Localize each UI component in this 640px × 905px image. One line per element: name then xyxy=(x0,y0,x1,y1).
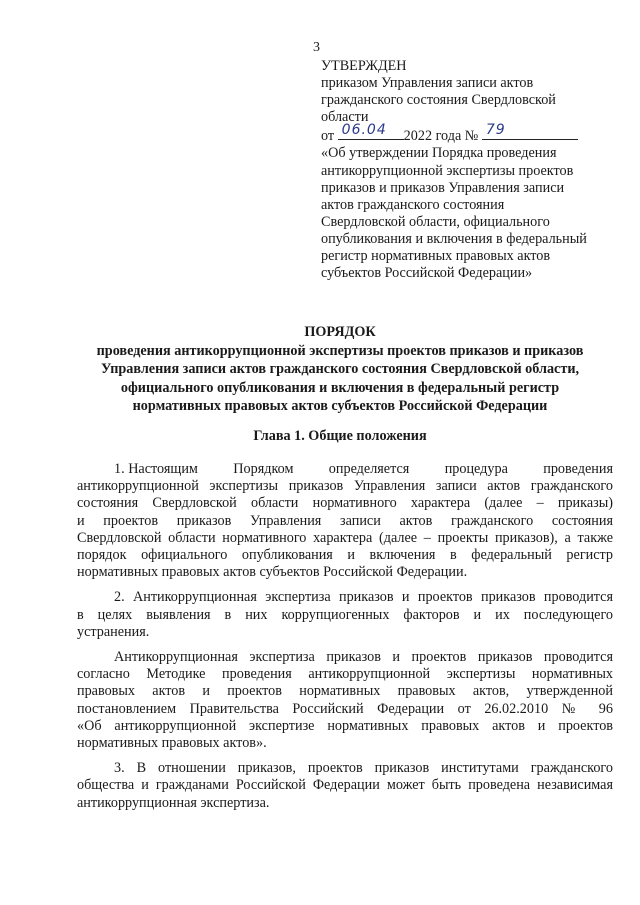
approval-line: гражданского состояния Свердловской xyxy=(321,92,556,109)
word: процедура xyxy=(444,461,508,477)
paragraph xyxy=(77,461,613,581)
paragraph xyxy=(77,589,613,641)
title-line: нормативных правовых актов субъектов Российской Федерации xyxy=(132,398,548,414)
paragraph-line: антикоррупционная экспертиза. xyxy=(77,794,270,811)
document-body xyxy=(77,461,613,820)
approval-subject-line: приказов и приказов Управления записи xyxy=(321,179,565,196)
approval-date-line xyxy=(321,122,611,145)
paragraph xyxy=(77,649,613,752)
approval-line: приказом Управления записи актов xyxy=(321,75,534,92)
paragraph-line: порядок официального опубликования и включения в федеральный регистр xyxy=(77,547,613,564)
word: 1. Настоящим xyxy=(114,461,198,477)
number-blank xyxy=(482,122,578,140)
document-title: ПОРЯДОК xyxy=(304,324,376,340)
approval-subject-line: «Об утверждении Порядка проведения xyxy=(321,145,557,162)
handwritten-date: 06.04 xyxy=(341,122,387,139)
paragraph-line: Свердловской области нормативного характера (далее – проекты приказов), а также xyxy=(77,529,613,546)
approval-heading: УТВЕРЖДЕН xyxy=(321,58,407,74)
approval-subject-line: антикоррупционной экспертизы проектов xyxy=(321,162,574,179)
title-line: официального опубликования и включения в федеральный регистр xyxy=(120,379,560,396)
approval-subject-line: опубликования и включения в федеральный xyxy=(321,230,587,247)
handwritten-number: 79 xyxy=(485,122,506,139)
approval-line: области xyxy=(321,109,369,126)
paragraph-line: Антикоррупционная экспертиза приказов и проектов приказов проводится xyxy=(114,649,613,666)
title-line: проведения антикоррупционной экспертизы проектов приказов и приказов xyxy=(96,342,584,359)
paragraph-line: общества и гражданами Российской Федерации может быть проведена независимая xyxy=(77,777,613,794)
paragraph-line: нормативных правовых актов». xyxy=(77,735,267,752)
paragraph-line: 3. В отношении приказов, проектов приказов институтами гражданского xyxy=(114,760,613,777)
approval-subject-line: регистр нормативных правовых актов xyxy=(321,248,551,265)
paragraph-line: 2. Антикоррупционная экспертиза приказов и проектов приказов проводится xyxy=(114,589,613,606)
approval-subject-line: актов гражданского состояния xyxy=(321,196,505,213)
chapter-heading: Глава 1. Общие положения xyxy=(253,428,427,444)
paragraph-line: устранения. xyxy=(77,623,150,640)
approval-block xyxy=(321,58,611,282)
paragraph-line xyxy=(77,461,613,478)
paragraph-line: постановлением Правительства Российский Федерации от 26.02.2010 № 96 xyxy=(77,700,613,717)
word: проведения xyxy=(543,461,613,477)
paragraph-line: антикоррупционной экспертизы приказов Управления записи актов гражданского xyxy=(77,478,613,495)
paragraph-line: согласно Методике проведения антикоррупционной экспертизы нормативных xyxy=(77,666,613,683)
paragraph-line: в целях выявления в них коррупциогенных факторов и их последующего xyxy=(77,606,613,623)
word: Порядком xyxy=(233,461,294,477)
paragraph-line: нормативных правовых актов субъектов Российской Федерации. xyxy=(77,564,468,581)
approval-subject-line: субъектов Российской Федерации» xyxy=(321,265,533,282)
year-text: 2022 года № xyxy=(403,128,479,145)
paragraph-line: «Об антикоррупционной экспертизе нормативных правовых актов и проектов xyxy=(77,717,613,734)
page-number: 3 xyxy=(313,40,320,55)
paragraph xyxy=(77,760,613,812)
paragraph-line: и проектов приказов Управления записи актов гражданского состояния xyxy=(77,512,613,529)
word: определяется xyxy=(328,461,410,477)
paragraph-line: правовых актов и проектов нормативных правовых актов, утвержденной xyxy=(77,683,613,700)
date-blank xyxy=(338,122,404,140)
date-prefix: от xyxy=(321,128,335,145)
approval-subject-line: Свердловской области, официального xyxy=(321,213,550,230)
paragraph-line: состояния Свердловской области нормативного характера (далее – приказы) xyxy=(77,495,613,512)
title-line: Управления записи актов гражданского состояния Свердловской области, xyxy=(100,361,580,377)
document-title-block xyxy=(40,323,640,416)
